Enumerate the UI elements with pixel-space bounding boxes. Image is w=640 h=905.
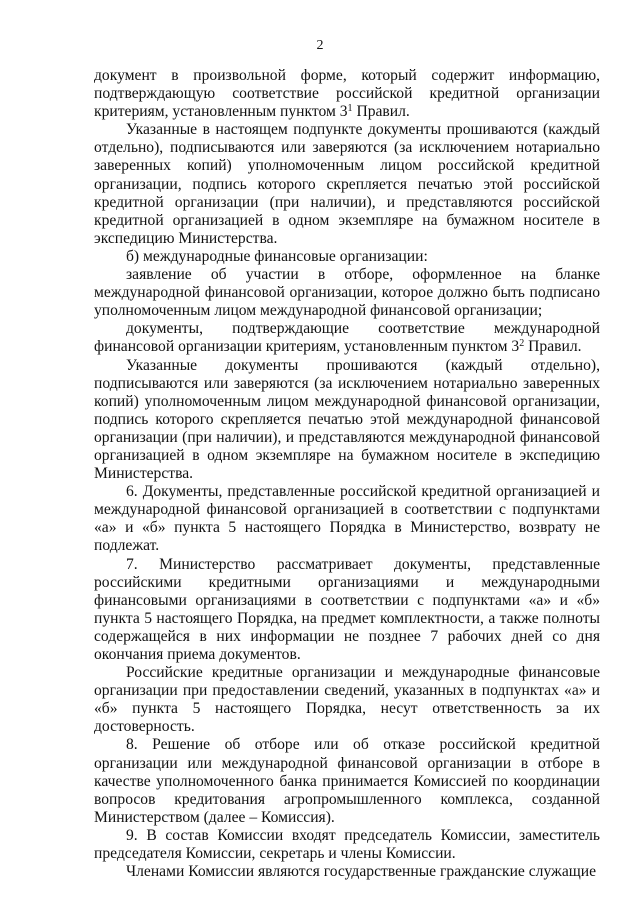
paragraph: Членами Комиссии являются государственные гражданские служащие xyxy=(126,863,597,881)
paragraph-tail: Правил. xyxy=(352,103,410,121)
paragraph: 8. Решение об отборе или об отказе российской кредитной организации или международной финансовой организации в отборе в качестве уполномоченного банка принимается Комиссией по координации вопросов кредитования агропромышленного комплекса, созданной Министерством (далее – Комиссия). xyxy=(94,736,600,826)
paragraph-text: документ в произвольной форме, который содержит информацию, подтверждающую соответствие российской кредитной организации критериям, установленным пунктом 3 xyxy=(94,67,600,121)
paragraph xyxy=(94,320,600,356)
paragraph: заявление об участии в отборе, оформленное на бланке международной финансовой организации, которое должно быть подписано уполномоченным лицом международной финансовой организации; xyxy=(94,266,600,320)
paragraph: 7. Министерство рассматривает документы, представленные российскими кредитными организациями и международными финансовыми организациями в соответствии с подпунктами «а» и «б» пункта 5 настоящего Порядка, на предмет комплектности, а также полноты содержащейся в них информации не позднее 7 рабочих дней со дня окончания приема документов. xyxy=(94,555,600,663)
paragraph-text: документы, подтверждающие соответствие международной финансовой организации критериям, установленным пунктом 3 xyxy=(94,320,600,356)
page-number: 2 xyxy=(316,38,324,53)
document-body xyxy=(94,67,600,881)
paragraph: 6. Документы, представленные российской кредитной организацией и международной финансовой организацией в соответствии с подпунктами «а» и «б» пункта 5 настоящего Порядка в Министерство, возврату не подлежат. xyxy=(94,483,600,555)
paragraph: Указанные в настоящем подпункте документы прошиваются (каждый отдельно), подписываются или заверяются (за исключением нотариально заверенных копий) уполномоченным лицом российской кредитной организации, подпись которого скрепляется печатью этой российской кредитной организации (при наличии), и представляются российской кредитной организацией в одном экземпляре на бумажном носителе в экспедицию Министерства. xyxy=(94,121,600,247)
paragraph: б) международные финансовые организации: xyxy=(126,247,428,265)
paragraph: Указанные документы прошиваются (каждый отдельно), подписываются или заверяются (за исключением нотариально заверенных копий) уполномоченным лицом международной финансовой организации, подпись которого скрепляется печатью этой международной финансовой организации (при наличии), и представляются международной финансовой организацией в одном экземпляре на бумажном носителе в экспедицию Министерства. xyxy=(94,356,600,483)
paragraph: Российские кредитные организации и международные финансовые организации при предоставлении сведений, указанных в подпунктах «а» и «б» пункта 5 настоящего Порядка, несут ответственность за их достоверность. xyxy=(94,664,600,736)
footnote-superscript: 2 xyxy=(519,338,525,350)
footnote-superscript: 1 xyxy=(347,103,353,115)
paragraph-tail: Правил. xyxy=(524,338,582,356)
paragraph: 9. В состав Комиссии входят председатель Комиссии, заместитель председателя Комиссии, секретарь и члены Комиссии. xyxy=(94,826,600,863)
paragraph xyxy=(94,67,600,121)
